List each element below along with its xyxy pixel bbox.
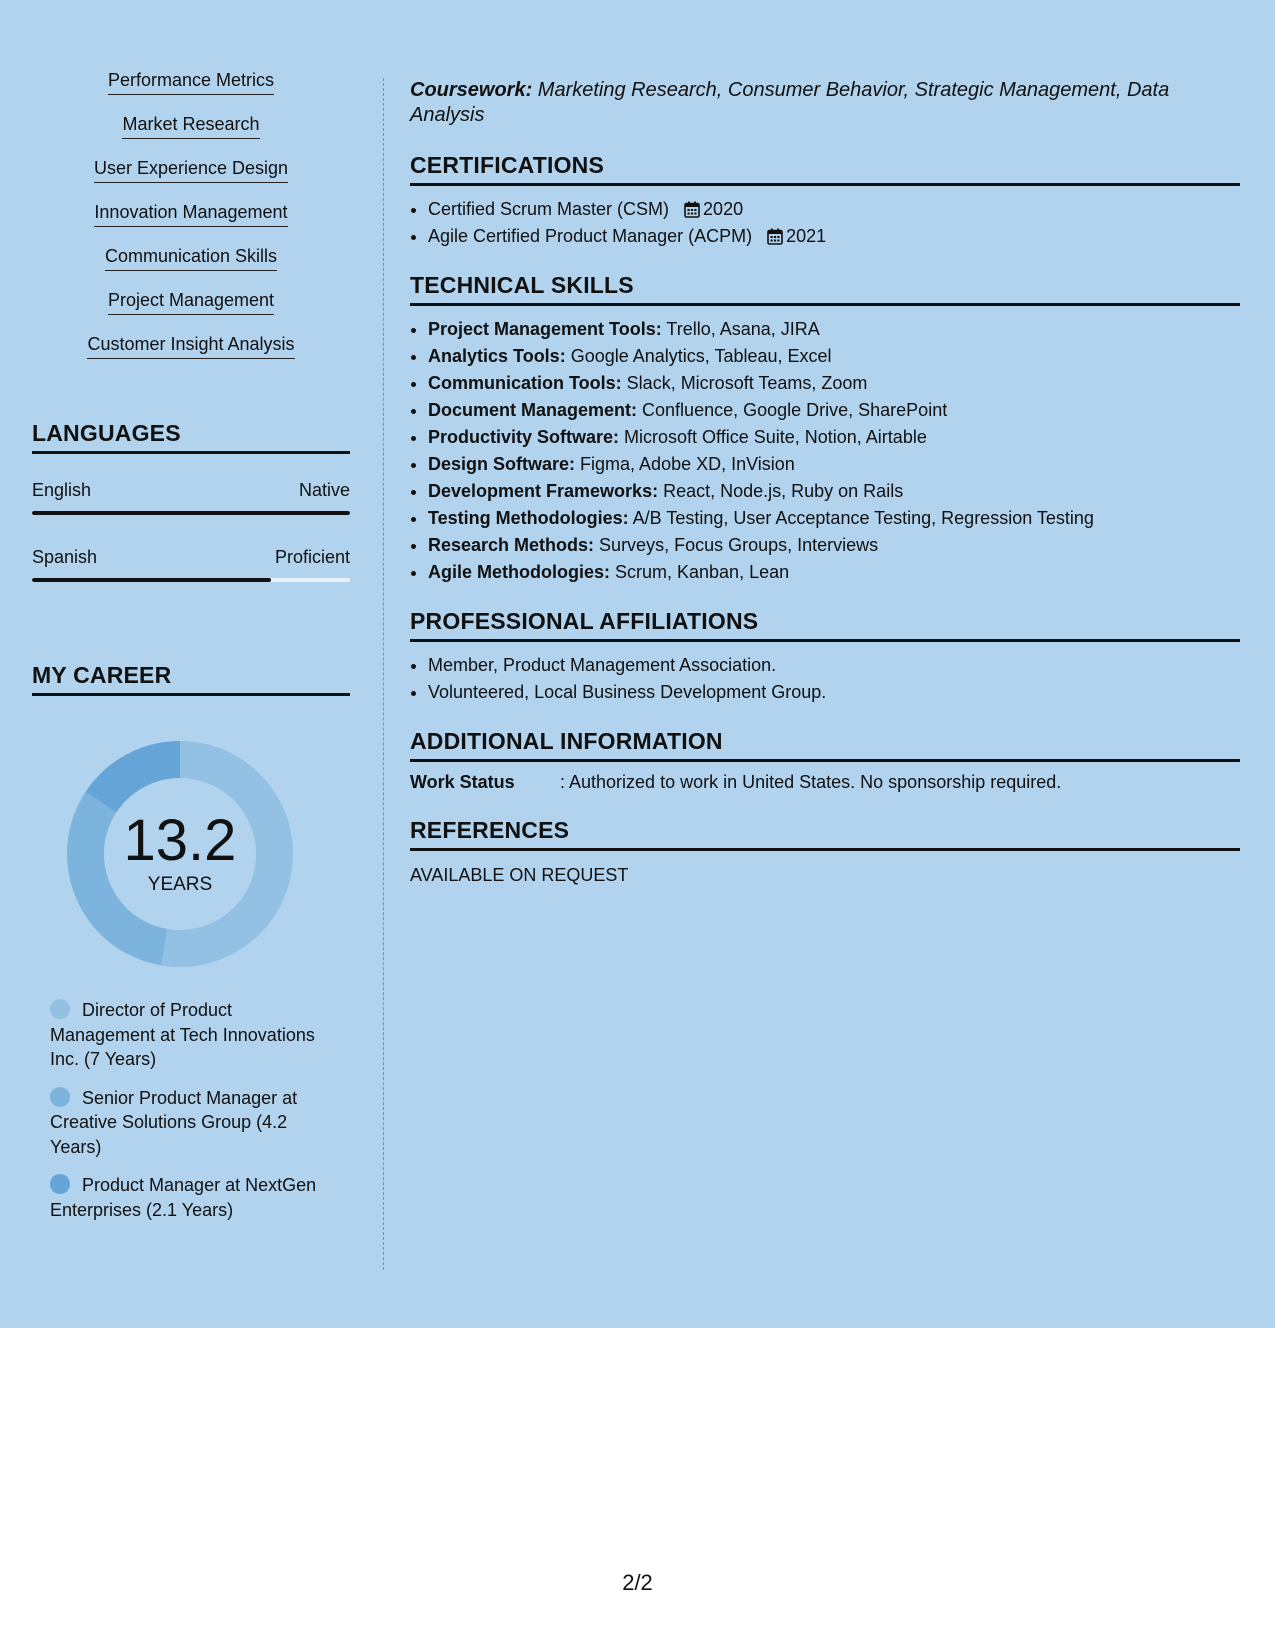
- career-total-unit: YEARS: [147, 874, 213, 895]
- technical-skill-item: [428, 316, 1240, 343]
- technical-skill-value: Confluence, Google Drive, SharePoint: [637, 400, 948, 420]
- languages-title: LANGUAGES: [32, 420, 350, 454]
- technical-skill-label: Design Software:: [428, 454, 576, 474]
- skill-tag: Performance Metrics: [108, 70, 274, 95]
- skill-tag: Project Management: [108, 290, 274, 315]
- technical-skill-item: [428, 505, 1240, 532]
- coursework: [410, 78, 1240, 128]
- skill-tag: Innovation Management: [94, 202, 287, 227]
- language-bar-fill: [32, 578, 271, 582]
- technical-skill-value: Google Analytics, Tableau, Excel: [565, 346, 832, 366]
- technical-skill-label: Project Management Tools:: [428, 319, 662, 339]
- technical-skill-value: Trello, Asana, JIRA: [661, 319, 820, 339]
- technical-skill-label: Document Management:: [428, 400, 638, 420]
- technical-skill-item: [428, 397, 1240, 424]
- legend-dot-icon: [50, 1087, 70, 1107]
- technical-skill-value: Scrum, Kanban, Lean: [610, 562, 790, 582]
- legend-dot-icon: [50, 999, 70, 1019]
- certification-item: [428, 223, 1240, 250]
- technical-skills-list: [410, 316, 1240, 586]
- right-column: [410, 78, 1240, 886]
- technical-skill-item: [428, 478, 1240, 505]
- career-position-label: Senior Product Manager at Creative Solutions Group (4.2 Years): [50, 1087, 298, 1157]
- technical-skill-label: Development Frameworks:: [428, 481, 659, 501]
- calendar-icon: [684, 201, 700, 218]
- certification-year: 2020: [703, 199, 744, 219]
- career-section: [32, 662, 350, 1222]
- skill-tag: Customer Insight Analysis: [87, 334, 294, 359]
- technical-skill-item: [428, 451, 1240, 478]
- technical-skill-value: Surveys, Focus Groups, Interviews: [594, 535, 879, 555]
- left-column: [32, 70, 350, 1236]
- legend-dot-icon: [50, 1174, 70, 1194]
- career-position: [50, 998, 320, 1072]
- career-position: [50, 1086, 320, 1160]
- language-bar: [32, 578, 350, 582]
- career-legend: [50, 998, 320, 1222]
- skill-tag: Communication Skills: [105, 246, 277, 271]
- references-title: REFERENCES: [410, 817, 1240, 851]
- work-status-label: Work Status: [410, 772, 515, 792]
- certification-year: 2021: [786, 226, 827, 246]
- technical-skill-item: [428, 424, 1240, 451]
- technical-skill-label: Research Methods:: [428, 535, 595, 555]
- certification-name: Certified Scrum Master (CSM): [428, 199, 670, 219]
- language-name: Spanish: [32, 547, 98, 567]
- technical-skill-item: [428, 532, 1240, 559]
- language-item: [32, 547, 350, 582]
- language-level: Native: [298, 480, 350, 500]
- page-number: 2/2: [622, 1570, 653, 1595]
- career-position-label: Director of Product Management at Tech Innovations Inc. (7 Years): [50, 1000, 315, 1069]
- technical-skill-value: Figma, Adobe XD, InVision: [575, 454, 795, 474]
- career-position: [50, 1173, 320, 1222]
- technical-skill-item: [428, 559, 1240, 586]
- technical-skill-item: [428, 343, 1240, 370]
- coursework-label: Coursework:: [410, 79, 533, 101]
- technical-skill-label: Testing Methodologies:: [428, 508, 629, 528]
- certification-item: [428, 196, 1240, 223]
- technical-skill-label: Communication Tools:: [428, 373, 622, 393]
- work-status-row: [410, 772, 1240, 793]
- affiliations-list: [410, 652, 1240, 706]
- language-item: [32, 480, 350, 515]
- column-divider: [383, 78, 384, 1270]
- technical-skill-item: [428, 370, 1240, 397]
- skill-tag: User Experience Design: [94, 158, 288, 183]
- skill-tag: Market Research: [122, 114, 259, 139]
- technical-skill-value: A/B Testing, User Acceptance Testing, Regression Testing: [628, 508, 1094, 528]
- certifications-list: [410, 196, 1240, 250]
- technical-skill-value: Slack, Microsoft Teams, Zoom: [621, 373, 868, 393]
- technical-skill-label: Agile Methodologies:: [428, 562, 610, 582]
- work-status-value: : Authorized to work in United States. No sponsorship required.: [560, 772, 1062, 792]
- technical-skill-value: React, Node.js, Ruby on Rails: [658, 481, 904, 501]
- technical-skill-label: Productivity Software:: [428, 427, 620, 447]
- references-text: AVAILABLE ON REQUEST: [410, 865, 629, 885]
- certification-name: Agile Certified Product Manager (ACPM): [428, 226, 753, 246]
- additional-info-title: ADDITIONAL INFORMATION: [410, 728, 1240, 762]
- affiliations-title: PROFESSIONAL AFFILIATIONS: [410, 608, 1240, 642]
- career-donut-chart: [66, 740, 294, 968]
- coursework-text: Marketing Research, Consumer Behavior, Strategic Management, Data Analysis: [410, 79, 1170, 126]
- language-level: Proficient: [274, 547, 350, 567]
- technical-skills-title: TECHNICAL SKILLS: [410, 272, 1240, 306]
- certifications-title: CERTIFICATIONS: [410, 152, 1240, 186]
- language-bar: [32, 511, 350, 515]
- technical-skill-value: Microsoft Office Suite, Notion, Airtable: [619, 427, 927, 447]
- languages-section: [32, 420, 350, 582]
- technical-skill-label: Analytics Tools:: [428, 346, 566, 366]
- skills-list: [32, 70, 350, 378]
- affiliation-item: • Volunteered, Local Business Development Group.: [428, 679, 1240, 706]
- career-position-label: Product Manager at NextGen Enterprises (2.1 Years): [50, 1175, 317, 1220]
- career-title: MY CAREER: [32, 662, 350, 696]
- calendar-icon: [767, 228, 783, 245]
- language-bar-fill: [32, 511, 350, 515]
- language-name: English: [32, 480, 92, 500]
- affiliation-item: • Member, Product Management Association.: [428, 652, 1240, 679]
- career-total-years: 13.2: [123, 808, 237, 873]
